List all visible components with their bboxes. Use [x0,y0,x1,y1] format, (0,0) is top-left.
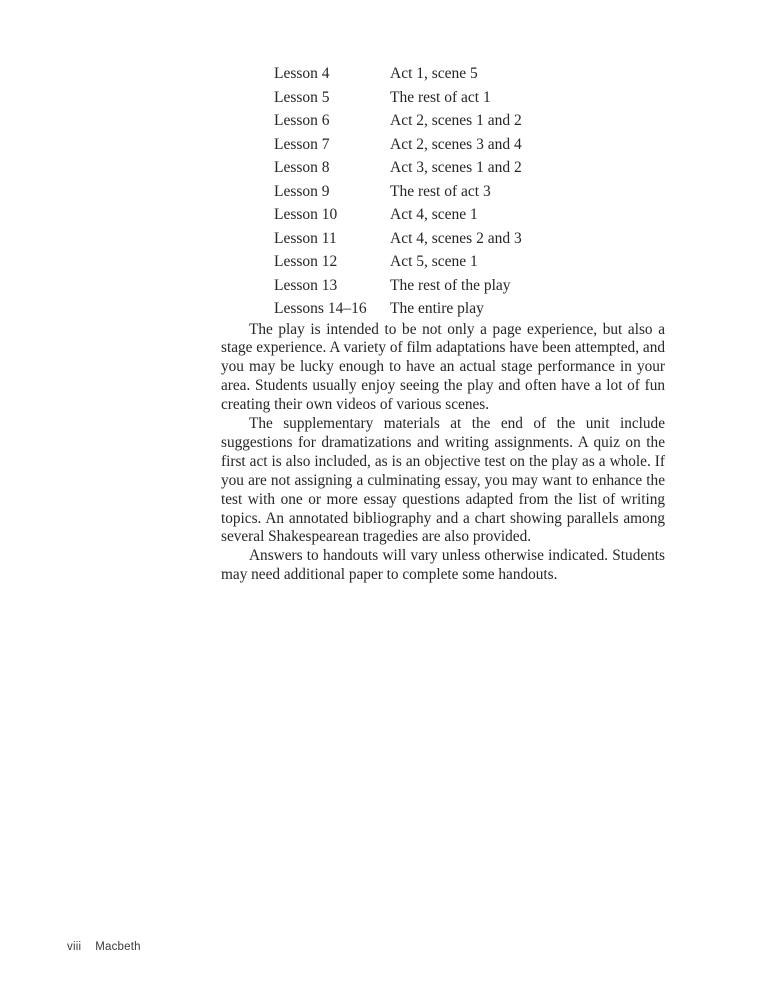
lesson-label: Lesson 10 [274,206,338,223]
lesson-row [274,250,665,274]
lesson-label: Lesson 11 [274,229,337,247]
lesson-label: Lesson 9 [274,182,330,200]
lesson-label: Lesson 7 [274,135,330,153]
paragraph-supplementary-materials: The supplementary materials at the end of the unit include suggestions for dramatizations and writing assignments. A quiz on the first act is also included, as is an objective test on the play as a whole. If you are not assigning a culminating essay, you may want to enhance the test with one or more essay questions adapted from the list of writing topics. An annotated bibliography and a chart showing parallels among several Shakespearean tragedies are also provided. [221,415,665,546]
lesson-row [274,156,665,180]
lesson-label: Lesson 13 [274,276,338,294]
lesson-row [274,274,665,298]
lesson-content: The rest of the play [390,276,511,294]
lesson-content: Act 3, scenes 1 and 2 [390,159,522,176]
lesson-row [274,180,665,204]
lesson-content: Act 2, scenes 3 and 4 [390,135,522,153]
lesson-content: The entire play [390,300,484,317]
paragraph-answers-note: Answers to handouts will vary unless otherwise indicated. Students may need additional paper to complete some handouts. [221,547,665,584]
paragraph-stage-experience: The play is intended to be not only a page experience, but also a stage experience. A variety of film adaptations have been attempted, and you may be lucky enough to have an actual stage performance in your area. Students usually enjoy seeing the play and often have a lot of fun creating their own videos of various scenes. [221,320,665,414]
lesson-row [274,62,665,86]
footer-page-number: viii [67,941,82,953]
lesson-content: The rest of act 1 [390,88,491,106]
lesson-content: Act 1, scene 5 [390,65,478,82]
lesson-row [274,109,665,133]
lesson-row [274,227,665,251]
lesson-row [274,133,665,157]
lesson-label: Lesson 8 [274,159,330,176]
lesson-schedule-table [274,62,665,321]
lesson-row [274,86,665,110]
lesson-label: Lesson 12 [274,253,338,270]
lesson-content: Act 4, scenes 2 and 3 [390,229,522,247]
lesson-content: Act 5, scene 1 [390,253,478,270]
lesson-row [274,297,665,321]
lesson-label: Lesson 5 [274,88,330,106]
footer-book-title: Macbeth [95,941,141,953]
lesson-content: The rest of act 3 [390,182,491,200]
lesson-content: Act 2, scenes 1 and 2 [390,112,522,129]
lesson-label: Lesson 4 [274,65,330,82]
lesson-label: Lessons 14–16 [274,300,367,317]
page-footer [67,941,141,953]
lesson-label: Lesson 6 [274,112,330,129]
lesson-row [274,203,665,227]
page-content [221,62,665,585]
lesson-content: Act 4, scene 1 [390,206,478,223]
